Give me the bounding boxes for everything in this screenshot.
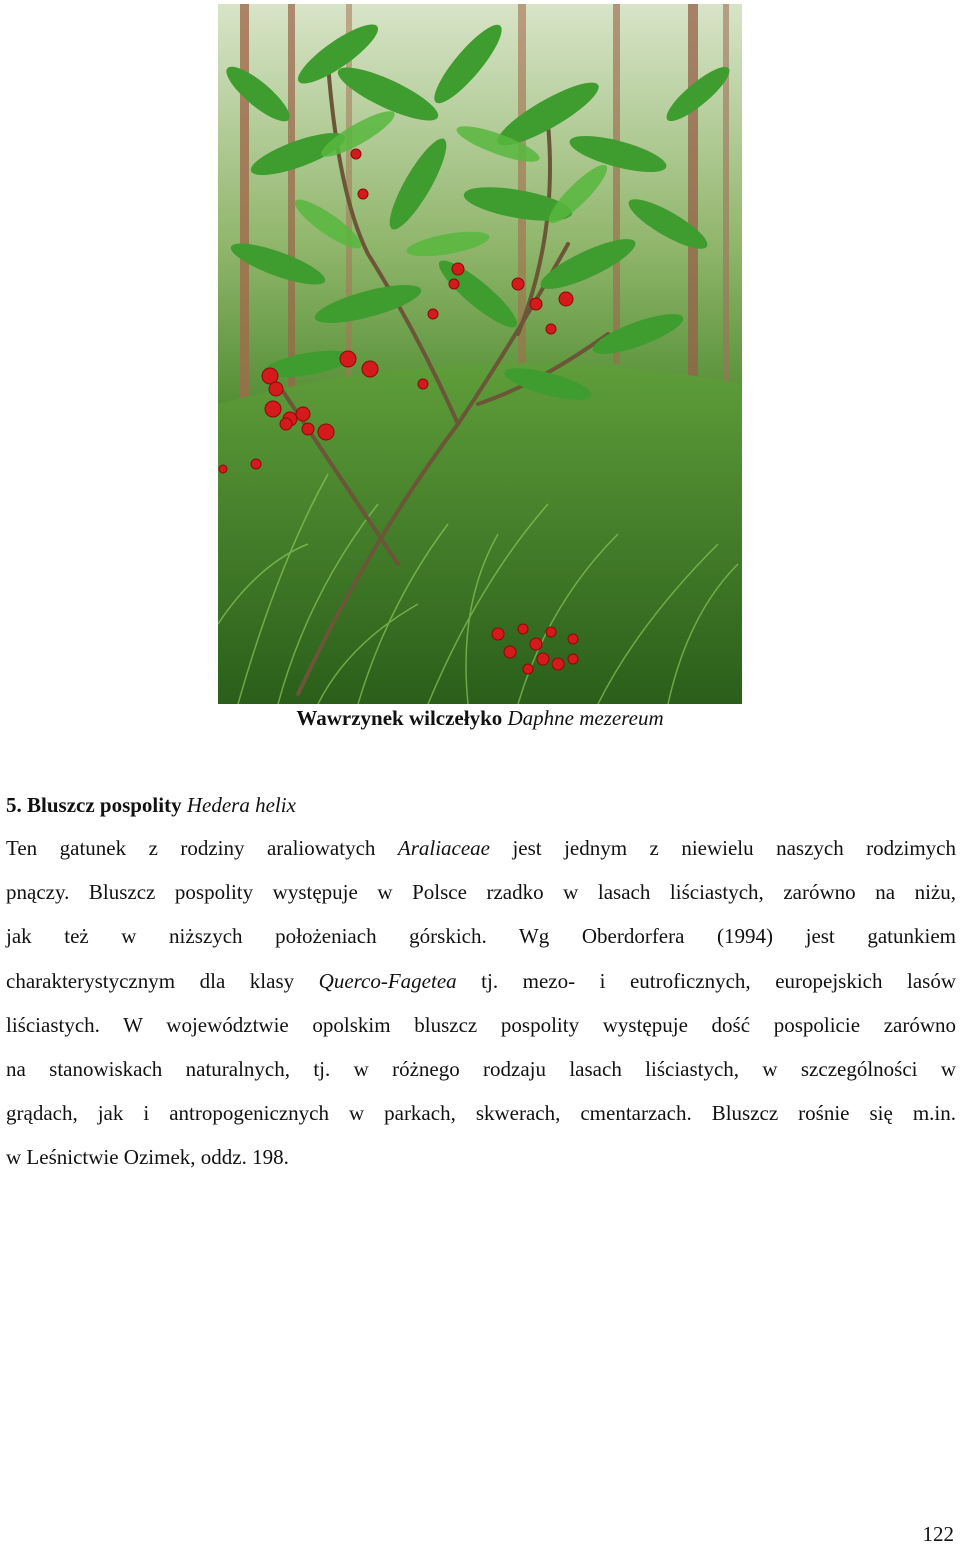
heading-title: 5. Bluszcz pospolity bbox=[6, 793, 182, 817]
paragraph-line: w Leśnictwie Ozimek, oddz. 198. bbox=[6, 1145, 289, 1170]
paragraph-line: na stanowiskach naturalnych, tj. w różnego rodzaju lasach liściastych, w szczególności w bbox=[6, 1056, 956, 1081]
paragraph-line: Ten gatunek z rodziny araliowatych Araliaceae jest jednym z niewielu naszych rodzimych bbox=[6, 836, 956, 860]
figure-caption bbox=[0, 703, 960, 733]
paragraph-line: pnączy. Bluszcz pospolity występuje w Polsce rzadko w lasach liściastych, zarówno na niżu, bbox=[6, 880, 956, 905]
caption-latin-name: Daphne mezereum bbox=[507, 706, 664, 730]
daphne-mezereum-photo bbox=[218, 4, 742, 704]
paragraph-line: liściastych. W województwie opolskim bluszcz pospolity występuje dość pospolicie zarówno bbox=[6, 1012, 956, 1037]
section-heading bbox=[6, 790, 296, 820]
paragraph-line: jak też w niższych położeniach górskich. Wg Oberdorfera (1994) jest gatunkiem bbox=[6, 924, 956, 949]
heading-latin-name: Hedera helix bbox=[186, 793, 296, 817]
page-number: 122 bbox=[922, 1522, 954, 1546]
section-paragraph bbox=[6, 833, 956, 1187]
paragraph-line: charakterystycznym dla klasy Querco-Fagetea tj. mezo- i eutroficznych, europejskich lasów bbox=[6, 968, 957, 993]
caption-common-name: Wawrzynek wilczełyko bbox=[296, 706, 503, 730]
paragraph-line: grądach, jak i antropogenicznych w parkach, skwerach, cmentarzach. Bluszcz rośnie się m.in. bbox=[6, 1101, 956, 1126]
